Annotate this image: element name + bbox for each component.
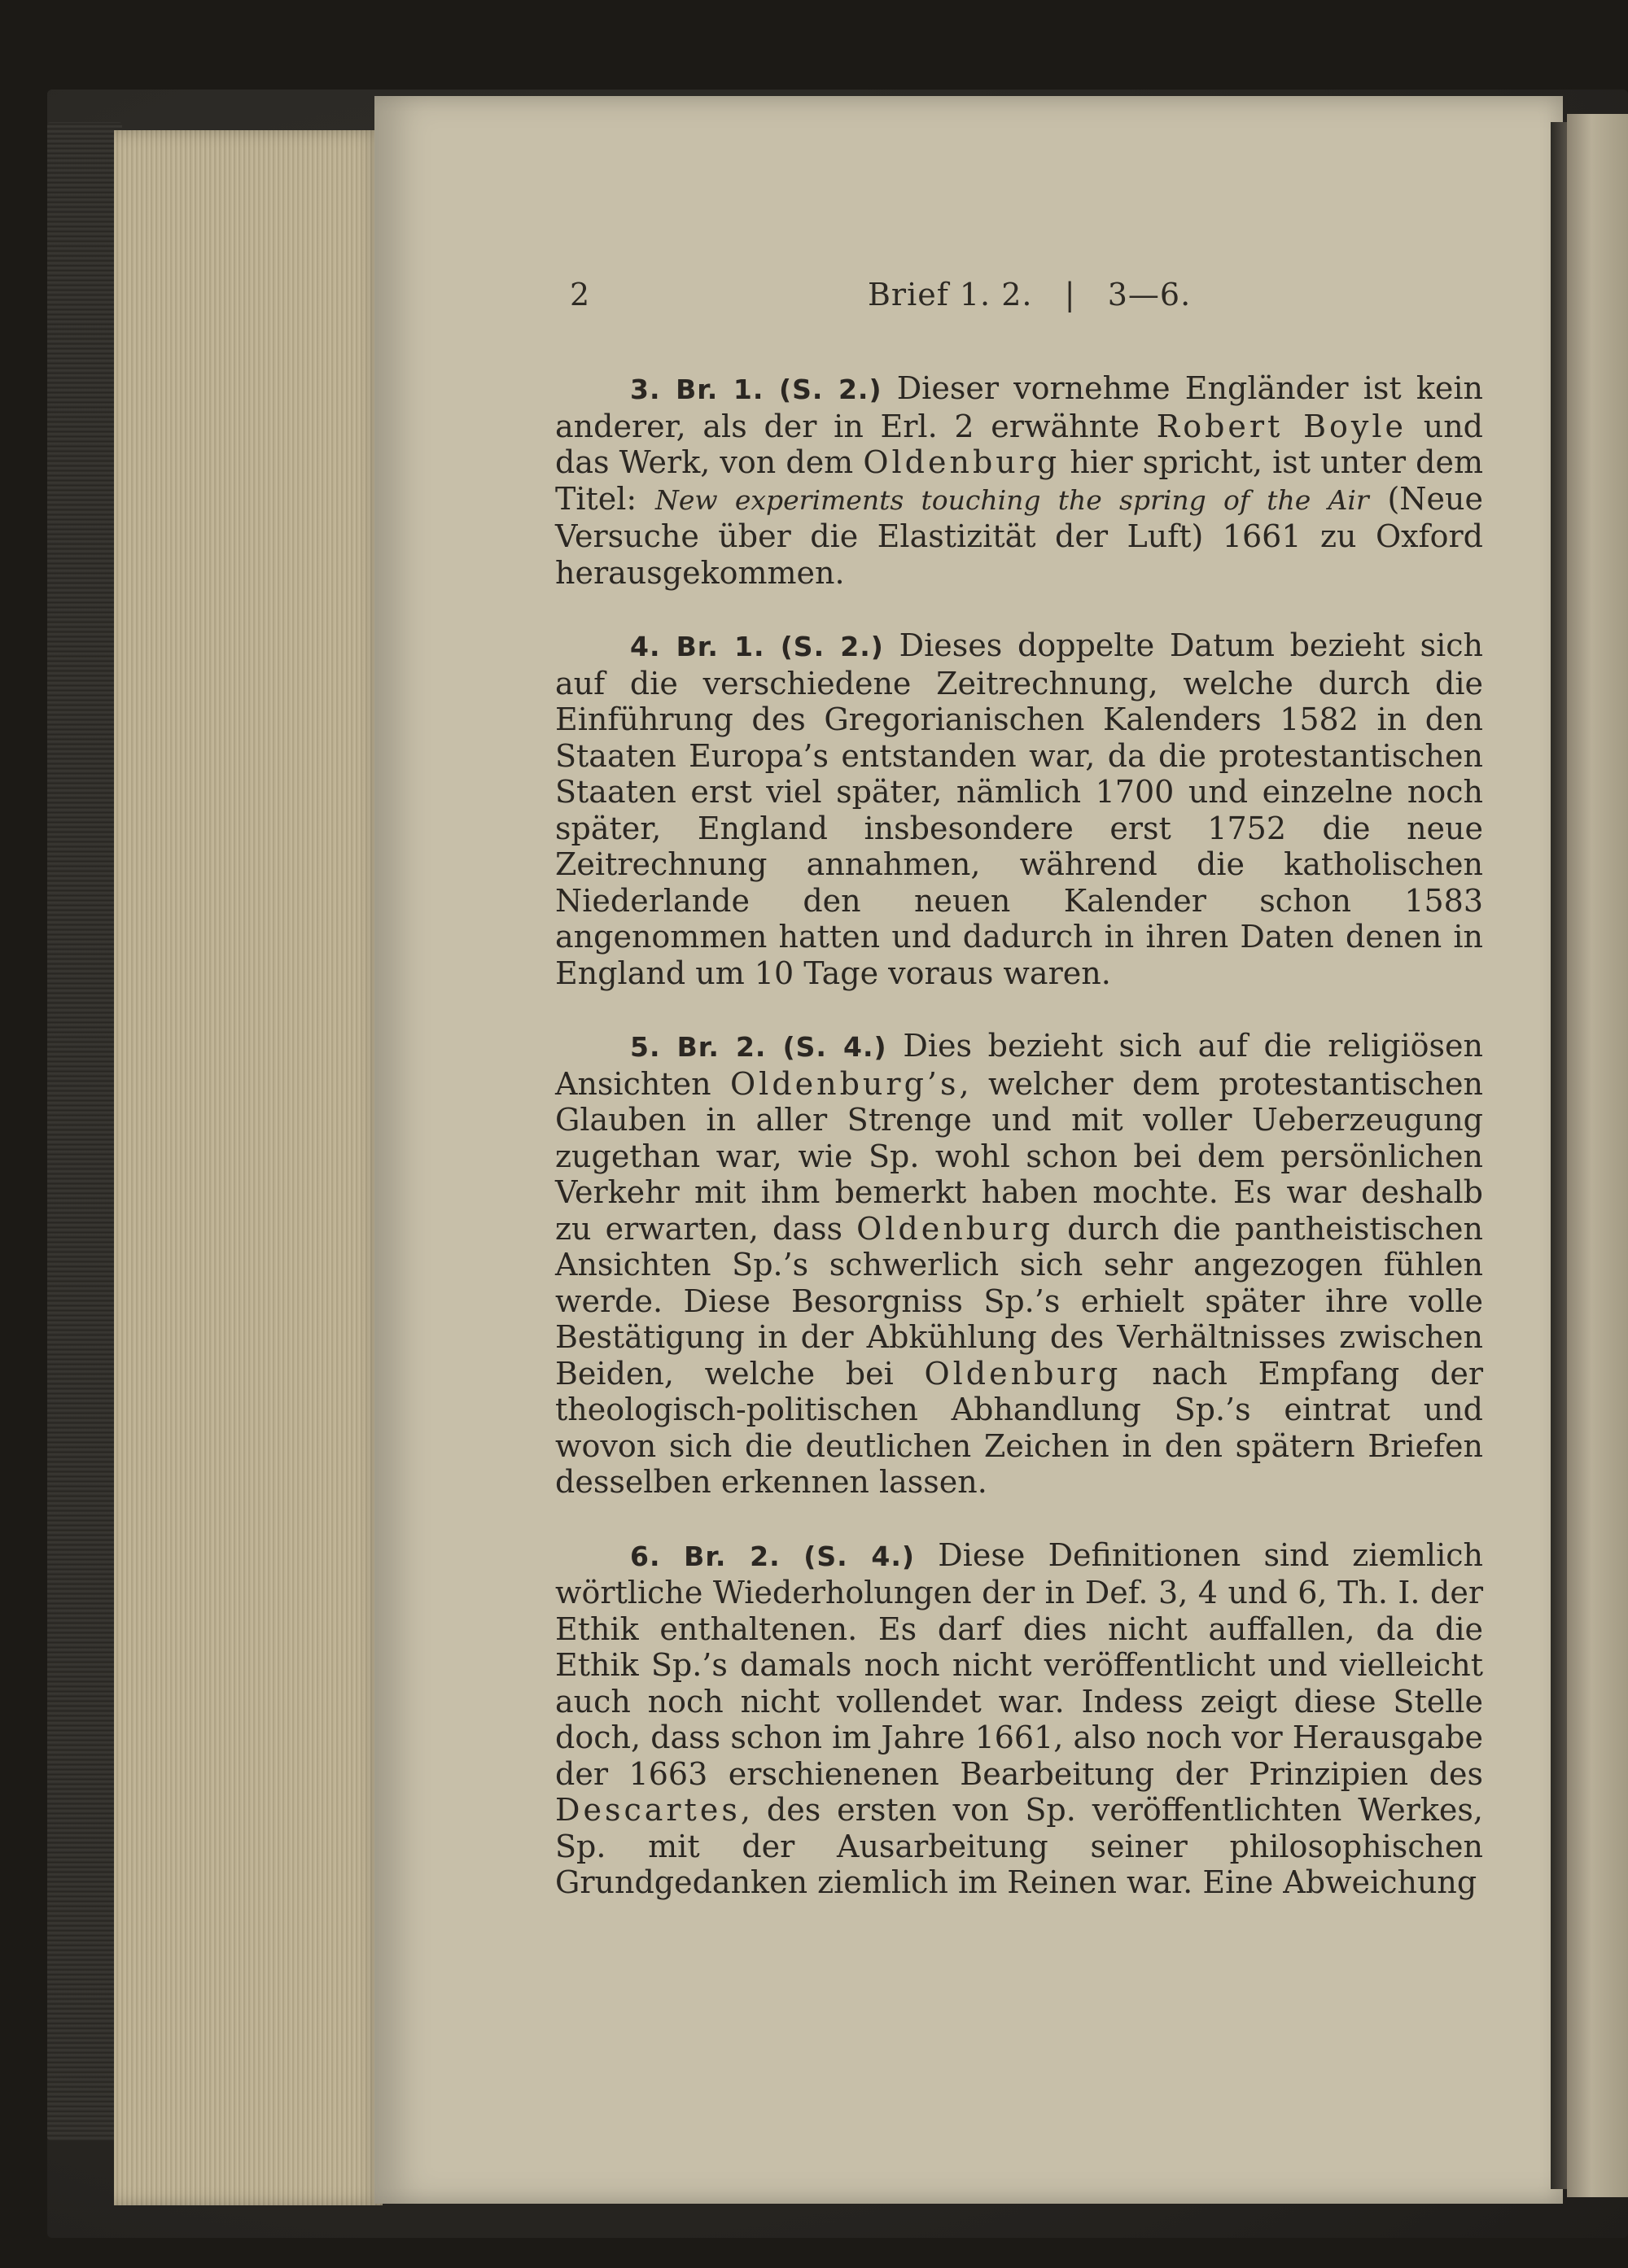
page-edges	[114, 130, 383, 2205]
spaced-name: Descartes	[555, 1792, 741, 1828]
note-text: hier spricht, ist unter dem Titel:	[555, 444, 1483, 517]
note-text: Dieser vornehme Engländer ist kein anderer, als der in Erl. 2 erwähnte	[555, 370, 1483, 444]
book-gutter	[1551, 122, 1569, 2189]
note-ref: 4. Br. 1. (S. 2.)	[630, 631, 884, 662]
spaced-name: Oldenburg’s	[730, 1065, 960, 1102]
note-ref: 5. Br. 2. (S. 4.)	[630, 1031, 887, 1063]
facing-page-edge	[1567, 114, 1628, 2197]
note-3	[555, 370, 1483, 591]
note-text: nach Empfang der theologisch-politischen Abhandlung Sp.’s eintrat und wovon sich die deutlichen Zeichen in den spätern Briefen desselben erkennen lassen.	[555, 1355, 1483, 1500]
note-text: Diese Definitionen sind ziemlich wörtliche Wiederholungen der in Def. 3, 4 und 6, Th. I. der Ethik enthaltenen. Es darf dies nicht auffallen, da die Ethik Sp.’s damals noch nicht veröffentlicht und vielleicht auch noch nicht vollendet war. Indess zeigt diese Stelle doch, dass schon im Jahre 1661, also noch vor Herausgabe der 1663 erschienenen Bearbeitung der Prinzipien des	[555, 1536, 1483, 1792]
book-spine-edge	[47, 122, 122, 2140]
note-4	[555, 627, 1483, 991]
italic-title: New experiments touching the spring of the Air	[655, 483, 1369, 516]
note-text: , des ersten von Sp. veröffentlichten Werkes, Sp. mit der Ausarbeitung seiner philosophischen Grundgedanken ziemlich im Reinen war. Eine Abweichung	[555, 1792, 1483, 1900]
spaced-name: Oldenburg	[924, 1355, 1122, 1392]
page-header	[570, 277, 1481, 326]
note-ref: 6. Br. 2. (S. 4.)	[630, 1540, 915, 1572]
note-text: und das Werk, von dem	[555, 408, 1483, 480]
spaced-name: Oldenburg	[856, 1210, 1053, 1247]
spaced-name: Robert Boyle	[1156, 408, 1407, 444]
page-body	[555, 370, 1483, 1938]
note-ref: 3. Br. 1. (S. 2.)	[630, 374, 882, 405]
page-number: 2	[570, 277, 590, 312]
note-5	[555, 1028, 1483, 1501]
note-text: (Neue Versuche über die Elastizität der Luft) 1661 zu Oxford herausgekommen.	[555, 480, 1483, 591]
note-text: durch die pantheistischen Ansichten Sp.’s schwerlich sich sehr angezogen fühlen werde. Diese Besorgniss Sp.’s erhielt später ihre volle Bestätigung in der Abkühlung des Verhältnisses zwischen Beiden, welche bei	[555, 1210, 1483, 1392]
note-text: Dies bezieht sich auf die religiösen Ansichten	[555, 1028, 1483, 1102]
running-head: Brief 1. 2. | 3—6.	[868, 277, 1192, 312]
note-text: Dieses doppelte Datum bezieht sich auf die verschiedene Zeitrechnung, welche durch die Einführung des Gregorianischen Kalenders 1582 in den Staaten Europa’s entstanden war, da die protestantischen Staaten erst viel später, nämlich 1700 und einzelne noch später, England insbesondere erst 1752 die neue Zeitrechnung annahmen, während die katholischen Niederlande den neuen Kalender schon 1583 angenommen hatten und dadurch in ihren Daten denen in England um 10 Tage voraus waren.	[555, 627, 1483, 991]
spaced-name: Oldenburg	[863, 444, 1061, 480]
note-text: , welcher dem protestantischen Glauben in aller Strenge und mit voller Ueberzeugung zugethan war, wie Sp. wohl schon bei dem persönlichen Verkehr mit ihm bemerkt haben mochte. Es war deshalb zu erwarten, dass	[555, 1065, 1483, 1247]
note-6	[555, 1537, 1483, 1901]
